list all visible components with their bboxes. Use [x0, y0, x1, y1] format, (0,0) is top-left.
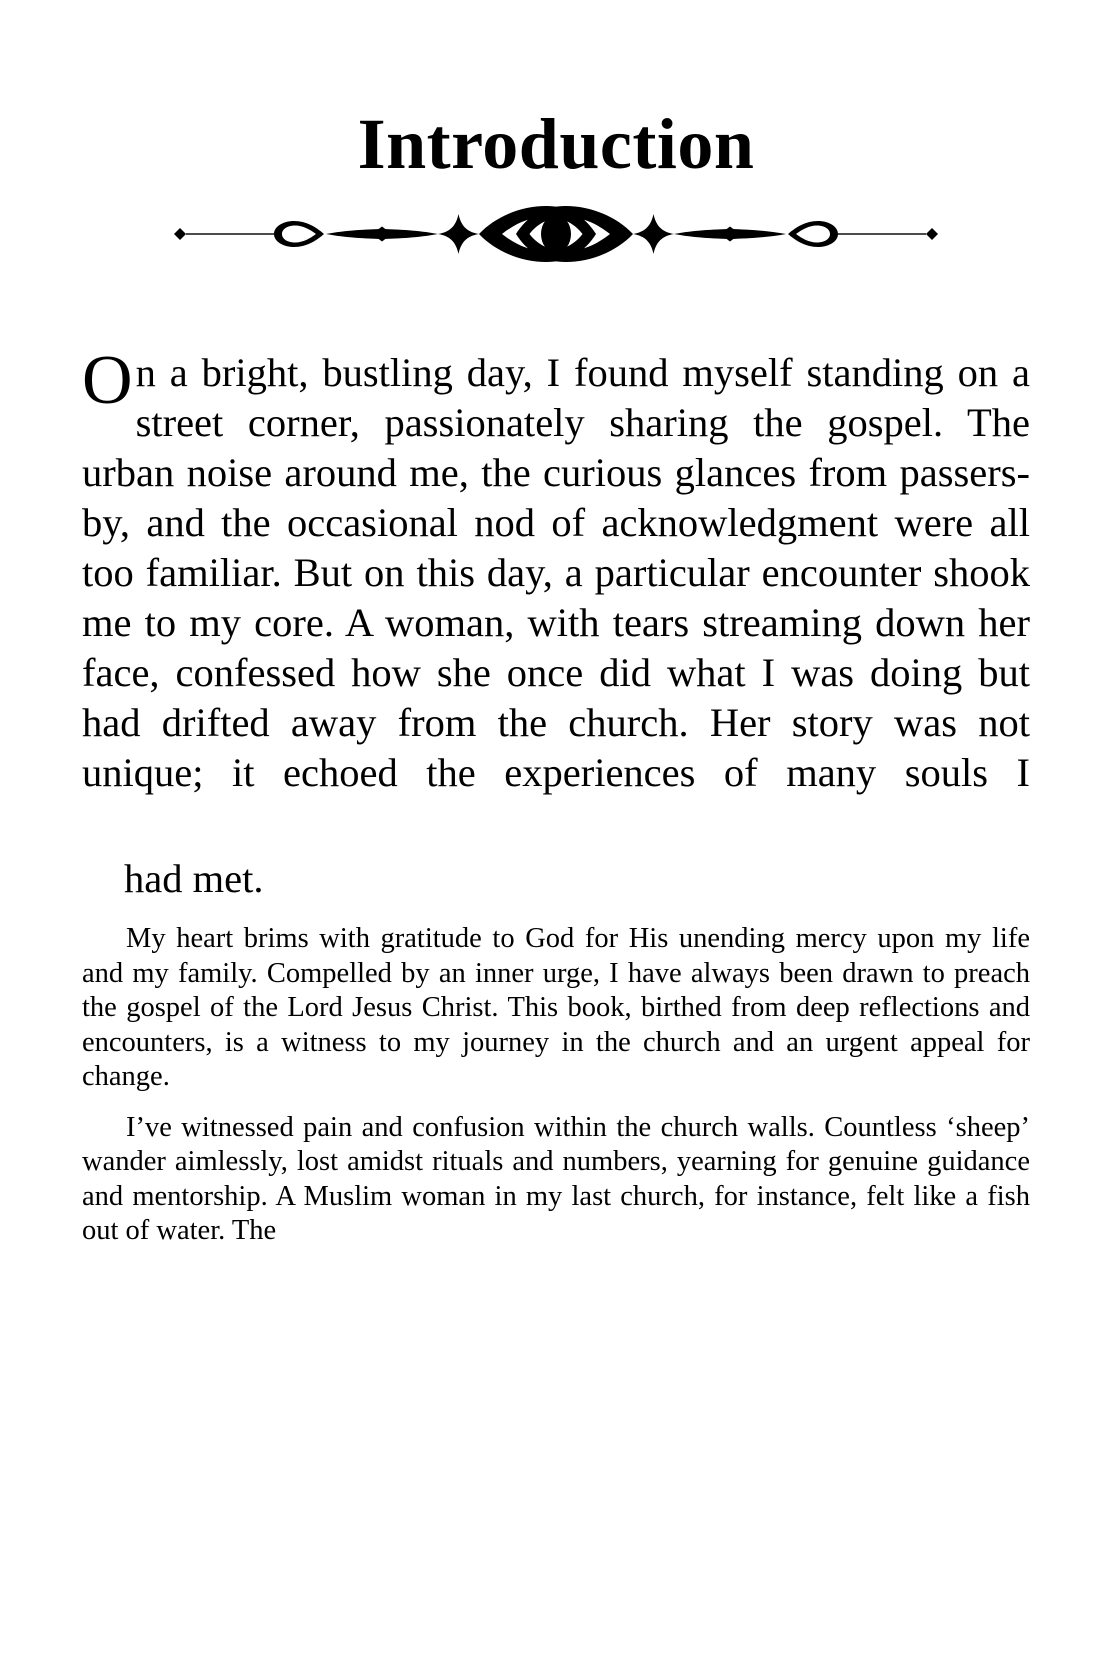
- body-paragraph-2: I’ve witnessed pain and confusion within the church walls. Countless ‘sheep’ wander aimlessly, lost amidst rituals and numbers, yearning for genuine guidance and mentorship. A Muslim woman in my last church, for instance, felt like a fish out of water. The: [82, 1111, 1030, 1246]
- lead-paragraph-continuation: had met.: [124, 856, 264, 901]
- page-title: Introduction: [357, 104, 755, 184]
- body-paragraph-1: My heart brims with gratitude to God for His unending mercy upon my life and my family. Compelled by an inner urge, I have always been drawn to preach the gospel of the Lord Jesus Christ. This book, birthed from deep reflections and encounters, is a witness to my journey in the church and an urgent appeal for change.: [82, 923, 1030, 1092]
- lead-paragraph: [82, 266, 1030, 848]
- drop-cap: O: [82, 342, 133, 419]
- ornament-divider: [0, 202, 1112, 266]
- lead-paragraph-text: n a bright, bustling day, I found myself standing on a street corner, passionately sharing the gospel. The urban noise around me, the curious glances from passers-by, and the occasional nod of acknowledgment were all too familiar. But on this day, a particular encounter shook me to my core. A woman, with tears streaming down her face, confessed how she once did what I was doing but had drifted away from the church. Her story was not unique; it echoed the experiences of many souls I: [82, 350, 1030, 795]
- ornament-divider-icon: [166, 202, 946, 266]
- body-content: [0, 266, 1112, 1249]
